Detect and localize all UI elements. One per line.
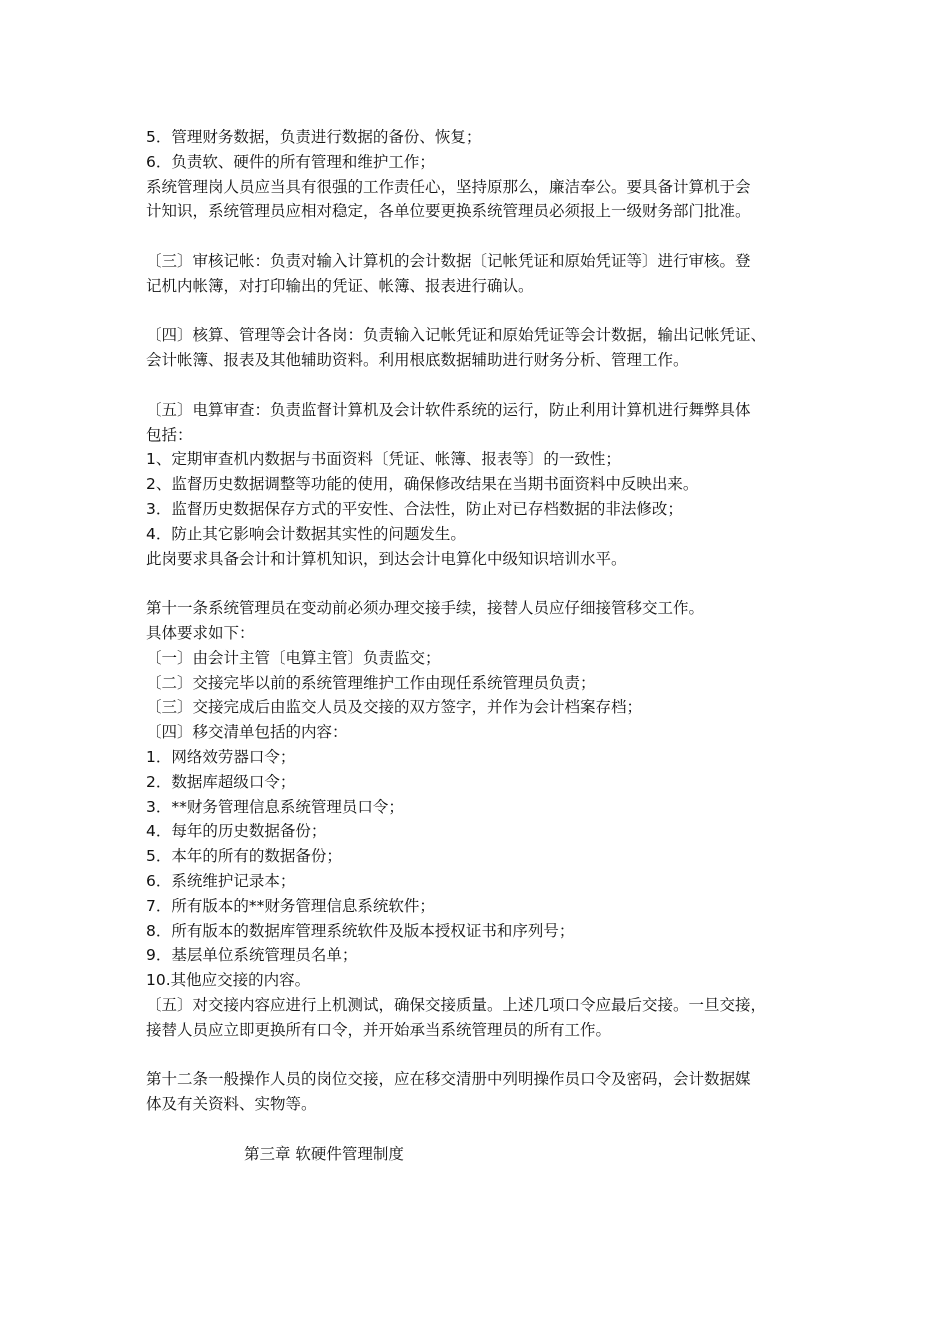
text-line: 10.其他应交接的内容。 <box>146 971 311 990</box>
text-line: 包括： <box>146 425 193 444</box>
text-line: 6．负责软、硬件的所有管理和维护工作； <box>146 152 435 171</box>
paragraph-gap <box>146 1117 816 1142</box>
text-line: 计知识，系统管理员应相对稳定，各单位要更换系统管理员必须报上一级财务部门批准。 <box>146 202 751 221</box>
text-line: 体及有关资料、实物等。 <box>146 1095 317 1114</box>
paragraph-gap <box>146 571 816 596</box>
text-line: 3．监督历史数据保存方式的平安性、合法性，防止对已存档数据的非法修改； <box>146 499 683 518</box>
text-line: 〔四〕核算、管理等会计各岗：负责输入记帐凭证和原始凭证等会计数据，输出记帐凭证、 <box>146 326 767 345</box>
text-line: 4．每年的历史数据备份； <box>146 822 327 841</box>
text-line: 〔二〕交接完毕以前的系统管理维护工作由现任系统管理员负责； <box>146 673 596 692</box>
text-line: 第十二条一般操作人员的岗位交接，应在移交清册中列明操作员口令及密码，会计数据媒 <box>146 1070 751 1089</box>
text-line: 〔五〕电算审查：负责监督计算机及会计软件系统的运行，防止利用计算机进行舞弊具体 <box>146 400 751 419</box>
text-line: 3．**财务管理信息系统管理员口令； <box>146 797 404 816</box>
text-line: 会计帐簿、报表及其他辅助资料。利用根底数据辅助进行财务分析、管理工作。 <box>146 351 689 370</box>
text-line: 〔三〕审核记帐：负责对输入计算机的会计数据〔记帐凭证和原始凭证等〕进行审核。登 <box>146 251 751 270</box>
text-line: 第十一条系统管理员在变动前必须办理交接手续，接替人员应仔细接管移交工作。 <box>146 599 705 618</box>
text-line: 2．数据库超级口令； <box>146 772 296 791</box>
chapter-heading: 第三章 软硬件管理制度 <box>244 1144 404 1163</box>
paragraph-gap <box>146 1042 816 1067</box>
text-line: 〔三〕交接完成后由监交人员及交接的双方签字，并作为会计档案存档； <box>146 698 643 717</box>
text-line: 2、监督历史数据调整等功能的使用，确保修改结果在当期书面资料中反映出来。 <box>146 475 699 494</box>
text-line: 系统管理岗人员应当具有很强的工作责任心，坚持原那么，廉洁奉公。要具备计算机于会 <box>146 177 751 196</box>
text-line: 接替人员应立即更换所有口令，并开始承当系统管理员的所有工作。 <box>146 1020 612 1039</box>
text-line: 1．网络效劳器口令； <box>146 747 296 766</box>
text-line: 〔五〕对交接内容应进行上机测试，确保交接质量。上述几项口令应最后交接。一旦交接， <box>146 995 767 1014</box>
text-line: 〔一〕由会计主管〔电算主管〕负责监交； <box>146 648 441 667</box>
paragraph-gap <box>146 299 816 324</box>
text-line: 5．管理财务数据，负责进行数据的备份、恢复； <box>146 128 482 146</box>
paragraph-gap <box>146 373 816 398</box>
text-line: 〔四〕移交清单包括的内容： <box>146 723 348 742</box>
text-line: 4．防止其它影响会计数据其实性的问题发生。 <box>146 524 466 543</box>
text-line: 1、定期审查机内数据与书面资料〔凭证、帐簿、报表等〕的一致性； <box>146 450 621 469</box>
text-line: 8．所有版本的数据库管理系统软件及版本授权证书和序列号； <box>146 921 575 940</box>
text-line: 具体要求如下： <box>146 623 255 642</box>
text-line: 7．所有版本的**财务管理信息系统软件； <box>146 896 435 915</box>
text-line: 记机内帐簿，对打印输出的凭证、帐簿、报表进行确认。 <box>146 276 534 295</box>
document-body <box>146 125 816 1166</box>
text-line: 6．系统维护记录本； <box>146 871 296 890</box>
text-line: 此岗要求具备会计和计算机知识，到达会计电算化中级知识培训水平。 <box>146 549 627 568</box>
text-line: 5．本年的所有的数据备份； <box>146 847 342 866</box>
text-line: 9．基层单位系统管理员名单； <box>146 946 358 965</box>
paragraph-gap <box>146 224 816 249</box>
